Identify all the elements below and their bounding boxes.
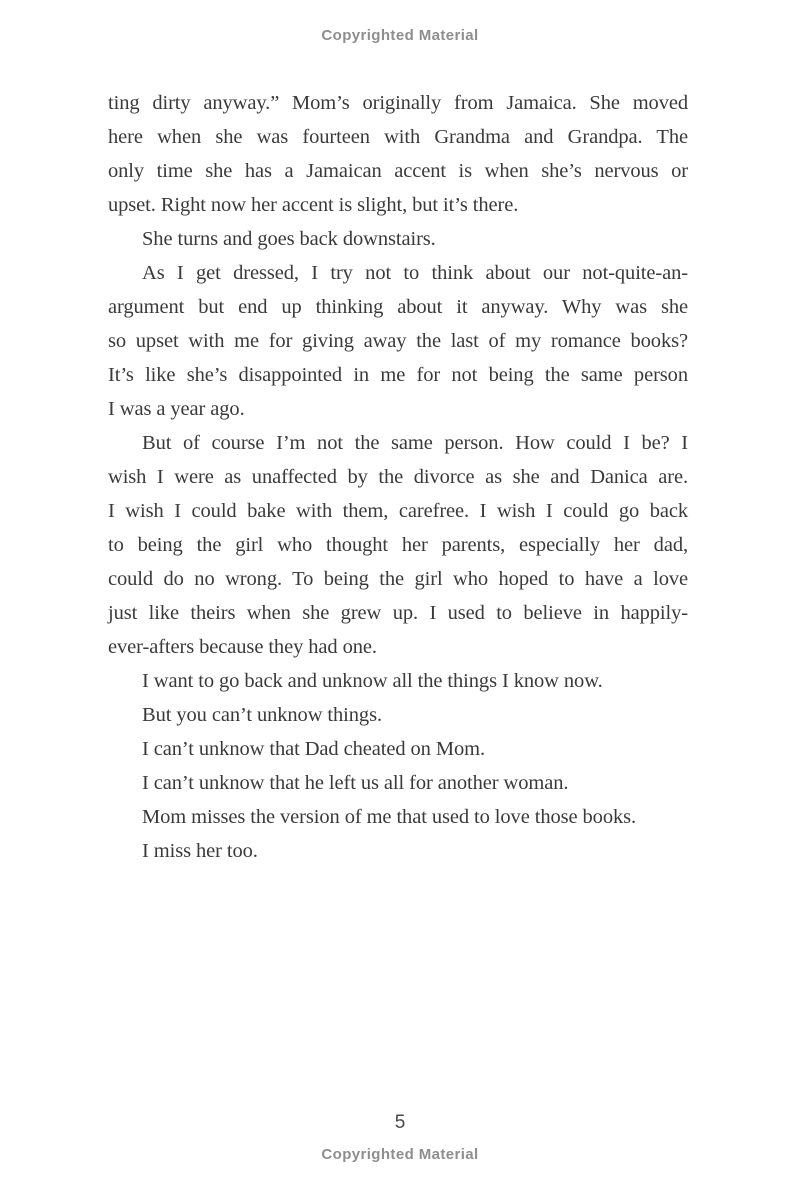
text-line: ting dirty anyway.” Mom’s originally from Jamaica. She moved — [108, 92, 688, 114]
text-line: upset. Right now her accent is slight, but it’s there. — [108, 194, 519, 216]
copyright-notice-bottom: Copyrighted Material — [321, 1146, 479, 1163]
text-line: only time she has a Jamaican accent is when she’s nervous or — [108, 160, 688, 182]
text-line: I was a year ago. — [108, 398, 245, 420]
text-line: so upset with me for giving away the last of my romance books? — [108, 330, 688, 352]
text-line: I miss her too. — [142, 840, 258, 862]
paragraph — [108, 766, 688, 800]
text-line: here when she was fourteen with Grandma and Grandpa. The — [108, 126, 688, 148]
text-line: argument but end up thinking about it anyway. Why was she — [108, 296, 688, 318]
text-line: could do no wrong. To being the girl who hoped to have a love — [108, 568, 688, 590]
paragraph — [108, 732, 688, 766]
copyright-notice-top: Copyrighted Material — [321, 27, 479, 44]
paragraph — [108, 86, 688, 222]
text-line: Mom misses the version of me that used to love those books. — [142, 806, 637, 828]
paragraph — [108, 426, 688, 664]
page-number: 5 — [394, 1112, 406, 1133]
text-line: But of course I’m not the same person. How could I be? I — [142, 432, 688, 454]
paragraph — [108, 222, 688, 256]
body-text-block — [108, 86, 688, 868]
text-line: wish I were as unaffected by the divorce as she and Danica are. — [108, 466, 688, 488]
text-line: She turns and goes back downstairs. — [142, 228, 436, 250]
text-line: But you can’t unknow things. — [142, 704, 382, 726]
text-line: just like theirs when she grew up. I used to believe in happily- — [108, 602, 688, 624]
paragraph — [108, 664, 688, 698]
text-line: It’s like she’s disappointed in me for not being the same person — [108, 364, 688, 386]
text-line: I wish I could bake with them, carefree. I wish I could go back — [108, 500, 688, 522]
text-line: ever-afters because they had one. — [108, 636, 377, 658]
paragraph — [108, 834, 688, 868]
paragraph — [108, 800, 688, 834]
text-line: I can’t unknow that Dad cheated on Mom. — [142, 738, 485, 760]
text-line: As I get dressed, I try not to think about our not-quite-an- — [142, 262, 688, 284]
text-line: to being the girl who thought her parents, especially her dad, — [108, 534, 688, 556]
paragraph — [108, 698, 688, 732]
text-line: I can’t unknow that he left us all for another woman. — [142, 772, 569, 794]
paragraph — [108, 256, 688, 426]
text-line: I want to go back and unknow all the things I know now. — [142, 670, 603, 692]
